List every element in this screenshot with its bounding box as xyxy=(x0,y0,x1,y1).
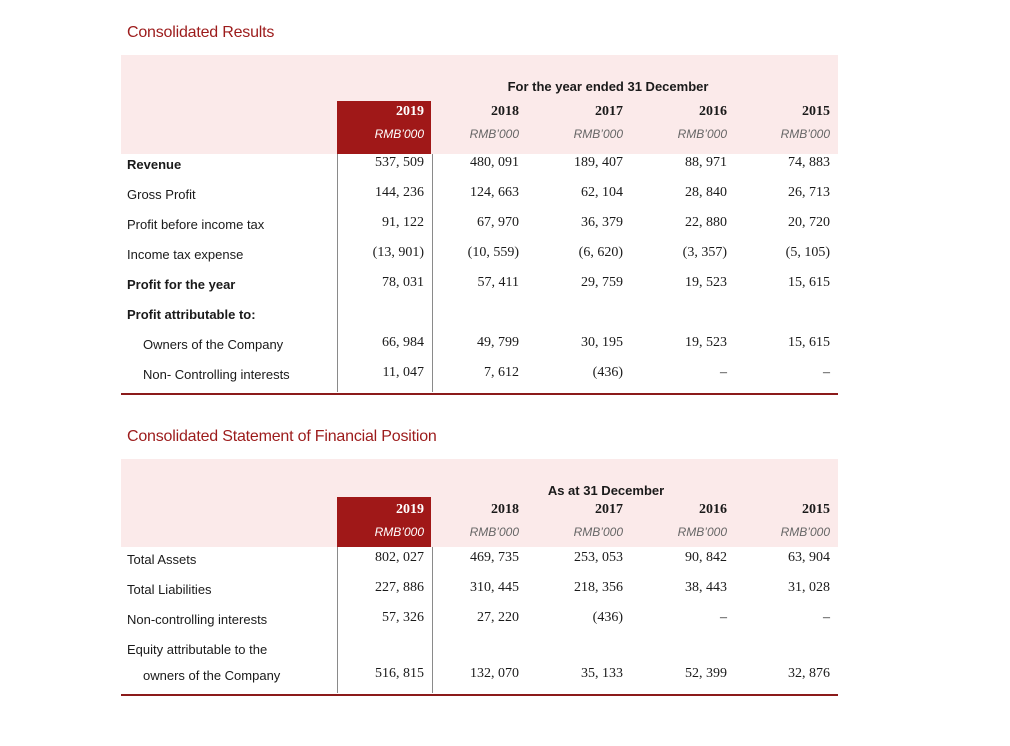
position-unit-2017: RMB’000 xyxy=(573,525,623,539)
row-value: 20, 720 xyxy=(788,215,830,230)
row-value: – xyxy=(823,610,830,625)
row-value: 29, 759 xyxy=(581,275,623,290)
row-value: 88, 971 xyxy=(685,155,727,170)
row-value: 802, 027 xyxy=(375,550,424,565)
position-year-2016: 2016 xyxy=(699,502,727,517)
results-unit-2016: RMB’000 xyxy=(677,127,727,141)
row-label: Non- Controlling interests xyxy=(143,367,290,382)
row-value: 7, 612 xyxy=(484,365,519,380)
position-caption: As at 31 December xyxy=(547,483,665,498)
position-bottom-rule xyxy=(121,694,838,696)
row-label: Profit attributable to: xyxy=(127,307,256,322)
row-value: – xyxy=(720,610,727,625)
results-unit-2015: RMB’000 xyxy=(780,127,830,141)
position-year-2019: 2019 xyxy=(396,502,424,517)
row-value: 469, 735 xyxy=(470,550,519,565)
row-value: 66, 984 xyxy=(382,335,424,350)
results-year-2016: 2016 xyxy=(699,104,727,119)
row-label: Gross Profit xyxy=(127,187,196,202)
row-label: Owners of the Company xyxy=(143,337,284,352)
row-value: 15, 615 xyxy=(788,275,830,290)
row-label: owners of the Company xyxy=(143,668,281,683)
results-caption: For the year ended 31 December xyxy=(507,79,709,94)
row-label: Total Assets xyxy=(127,552,197,567)
row-value: 26, 713 xyxy=(788,185,830,200)
row-value: 57, 326 xyxy=(382,610,424,625)
row-value: (436) xyxy=(592,365,623,380)
row-value: 124, 663 xyxy=(470,185,519,200)
row-value: 62, 104 xyxy=(581,185,623,200)
position-title: Consolidated Statement of Financial Position xyxy=(127,428,437,445)
row-label: Income tax expense xyxy=(127,247,244,262)
row-label: Profit for the year xyxy=(127,277,236,292)
results-year-2015: 2015 xyxy=(802,104,830,119)
row-value: (6, 620) xyxy=(578,245,623,260)
row-value: 74, 883 xyxy=(788,155,830,170)
results-year-2019: 2019 xyxy=(396,104,424,119)
row-value: 38, 443 xyxy=(685,580,727,595)
row-value: 144, 236 xyxy=(375,185,424,200)
row-value: 31, 028 xyxy=(788,580,830,595)
position-unit-2019: RMB’000 xyxy=(374,525,424,539)
row-value: – xyxy=(720,365,727,380)
row-label: Profit before income tax xyxy=(127,217,265,232)
row-value: 480, 091 xyxy=(470,155,519,170)
row-value: 32, 876 xyxy=(788,666,830,681)
results-unit-2018: RMB’000 xyxy=(469,127,519,141)
row-value: 91, 122 xyxy=(382,215,424,230)
row-value: (5, 105) xyxy=(785,245,830,260)
position-year-2015: 2015 xyxy=(802,502,830,517)
row-value: 35, 133 xyxy=(581,666,623,681)
row-value: 30, 195 xyxy=(581,335,623,350)
row-value: 28, 840 xyxy=(685,185,727,200)
results-title: Consolidated Results xyxy=(127,24,275,41)
row-value: 132, 070 xyxy=(470,666,519,681)
position-year-2017: 2017 xyxy=(595,502,623,517)
row-value: 310, 445 xyxy=(470,580,519,595)
row-value: 227, 886 xyxy=(375,580,424,595)
row-value: 78, 031 xyxy=(382,275,424,290)
results-year-2018: 2018 xyxy=(491,104,519,119)
row-value: 90, 842 xyxy=(685,550,727,565)
row-label: Non-controlling interests xyxy=(127,612,268,627)
position-unit-2016: RMB’000 xyxy=(677,525,727,539)
row-value: 537, 509 xyxy=(375,155,424,170)
row-value: 36, 379 xyxy=(581,215,623,230)
row-value: 15, 615 xyxy=(788,335,830,350)
row-value: 189, 407 xyxy=(574,155,623,170)
row-value: 52, 399 xyxy=(685,666,727,681)
row-value: 253, 053 xyxy=(574,550,623,565)
position-unit-2018: RMB’000 xyxy=(469,525,519,539)
row-value: (3, 357) xyxy=(682,245,727,260)
results-bottom-rule xyxy=(121,393,838,395)
row-value: (13, 901) xyxy=(372,245,424,260)
row-value: 516, 815 xyxy=(375,666,424,681)
row-value: 49, 799 xyxy=(477,335,519,350)
row-value: 11, 047 xyxy=(382,365,424,380)
position-year-2018: 2018 xyxy=(491,502,519,517)
row-value: 19, 523 xyxy=(685,275,727,290)
row-value: – xyxy=(823,365,830,380)
row-label: Equity attributable to the xyxy=(127,642,268,657)
row-value: 63, 904 xyxy=(788,550,830,565)
position-unit-2015: RMB’000 xyxy=(780,525,830,539)
row-label: Total Liabilities xyxy=(127,582,212,597)
row-value: 22, 880 xyxy=(685,215,727,230)
row-label: Revenue xyxy=(127,157,182,172)
row-value: 57, 411 xyxy=(477,275,519,290)
row-value: (10, 559) xyxy=(467,245,519,260)
results-unit-2017: RMB’000 xyxy=(573,127,623,141)
row-value: 218, 356 xyxy=(574,580,623,595)
results-unit-2019: RMB’000 xyxy=(374,127,424,141)
results-year-2017: 2017 xyxy=(595,104,623,119)
row-value: 27, 220 xyxy=(477,610,519,625)
row-value: 19, 523 xyxy=(685,335,727,350)
row-value: 67, 970 xyxy=(477,215,519,230)
row-value: (436) xyxy=(592,610,623,625)
